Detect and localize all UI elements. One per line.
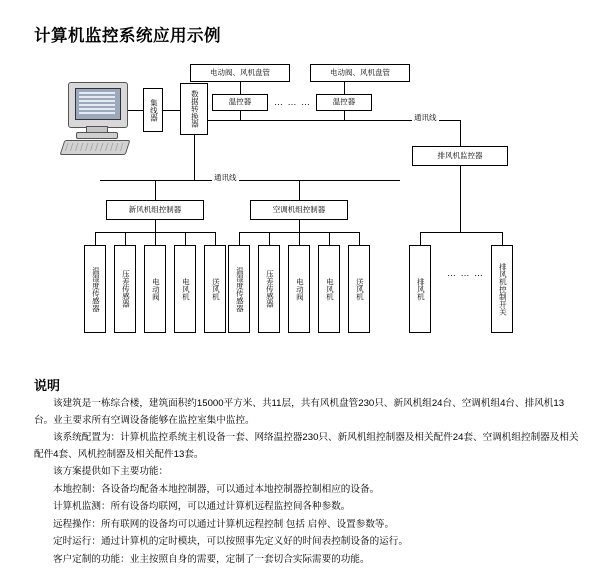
node-ac-controller: 空调机组控制器 xyxy=(250,200,348,220)
label-comm-line-right: 通讯线 xyxy=(414,113,437,122)
drop-exhaust-bus xyxy=(460,166,461,232)
keyboard-icon xyxy=(60,140,131,155)
link-pc-hub xyxy=(128,110,143,111)
drop-fa-4 xyxy=(185,232,186,245)
system-diagram xyxy=(0,50,612,350)
node-fa-item-5: 送风机 xyxy=(204,245,226,333)
link-hub-converter xyxy=(163,110,180,111)
drop-fa-2 xyxy=(125,232,126,245)
drop-ex-2 xyxy=(502,232,503,245)
link-valve-thermostat-left xyxy=(240,82,241,94)
drop-fa-5 xyxy=(215,232,216,245)
drop-fresh-air-controller xyxy=(155,180,156,202)
node-valve-left: 电动阀、风机盘管 xyxy=(190,64,290,82)
drop-fa-3 xyxy=(155,232,156,245)
node-exhaust-item-2: 排风机控制开关 xyxy=(491,245,513,333)
description-body xyxy=(34,396,582,569)
monitor-base xyxy=(76,132,118,139)
monitor-screen xyxy=(75,88,121,120)
description-paragraph: 该建筑是一栋综合楼，建筑面积约15000平方米、共11层，共有风机盘管230只、新风机组24台、空调机组4台、排风机13台。业主要求所有空调设备能够在监控室集中监控。 xyxy=(34,398,565,426)
drop-ac-5 xyxy=(359,232,360,245)
link-valve-thermostat-right xyxy=(344,82,345,94)
node-fresh-air-controller: 新风机组控制器 xyxy=(106,200,204,220)
node-ac-item-4: 电风机 xyxy=(318,245,340,333)
node-ac-item-2: 压差传感器 xyxy=(258,245,280,333)
exhaust-ellipsis: … … … xyxy=(447,268,485,278)
keyboard-keys xyxy=(65,143,124,151)
description-paragraph: 客户定制的功能：业主按照自身的需要，定制了一套切合实际需要的功能。 xyxy=(53,553,370,565)
node-fa-item-4: 电风机 xyxy=(174,245,196,333)
description-heading: 说明 xyxy=(34,378,61,393)
node-ac-item-3: 电动阀 xyxy=(288,245,310,333)
label-comm-line-mid: 通讯线 xyxy=(214,173,237,182)
description-paragraph: 远程操作：所有联网的设备均可以通过计算机远程控制 包括 启停、设置参数等。 xyxy=(53,518,395,530)
drop-ac-3 xyxy=(299,232,300,245)
node-thermostat-right: 温控器 xyxy=(316,94,372,111)
drop-ac-controller xyxy=(299,180,300,202)
drop-ac-4 xyxy=(329,232,330,245)
node-fa-item-1: 温湿度传感器 xyxy=(84,245,106,333)
computer-workstation-icon xyxy=(62,82,130,160)
description-paragraph: 计算机监测：所有设备均联网，可以通过计算机远程监控间各种参数。 xyxy=(53,501,351,512)
description-paragraph: 该系统配置为：计算机监控系统主机设备一套、网络温控器230只、新风机组控制器及相关配件24套、空调机组控制器及相关配件4套、风机控制器及相关配件13套。 xyxy=(34,432,579,460)
bus-main xyxy=(100,180,400,181)
drop-ac-bus xyxy=(299,220,300,232)
node-valve-right: 电动阀、风机盘管 xyxy=(310,64,410,82)
drop-thermostat-left xyxy=(240,111,241,120)
node-data-converter: 数据转换器 xyxy=(180,83,208,135)
drop-ac-1 xyxy=(239,232,240,245)
bus-exhaust xyxy=(420,232,502,233)
monitor-body xyxy=(68,82,128,128)
drop-thermostat-right xyxy=(344,111,345,120)
drop-fa-1 xyxy=(95,232,96,245)
node-fa-item-3: 电动阀 xyxy=(144,245,166,333)
description-paragraph: 本地控制：各设备均配备本地控制器，可以通过本地控制器控制相应的设备。 xyxy=(53,483,380,495)
node-ac-item-5: 送风机 xyxy=(348,245,370,333)
thermostat-ellipsis: … … … xyxy=(274,97,312,107)
page-title: 计算机监控系统应用示例 xyxy=(34,27,221,45)
drop-ex-1 xyxy=(420,232,421,245)
node-exhaust-item-1: 排风机 xyxy=(409,245,431,333)
node-ac-item-1: 温湿度传感器 xyxy=(228,245,250,333)
description-paragraph: 该方案提供如下主要功能： xyxy=(53,466,169,477)
description-paragraph: 定时运行：通过计算机的定时模块，可以按照事先定义好的时间表控制设备的运行。 xyxy=(53,536,408,547)
drop-ac-2 xyxy=(269,232,270,245)
node-hub: 集线器 xyxy=(143,88,163,132)
drop-fresh-air-bus xyxy=(155,220,156,232)
screen-content xyxy=(79,92,115,114)
node-exhaust-controller: 排风机监控器 xyxy=(412,146,508,166)
node-thermostat-left: 温控器 xyxy=(212,94,268,111)
node-fa-item-2: 压差传感器 xyxy=(114,245,136,333)
riser-main-bus xyxy=(194,135,195,180)
